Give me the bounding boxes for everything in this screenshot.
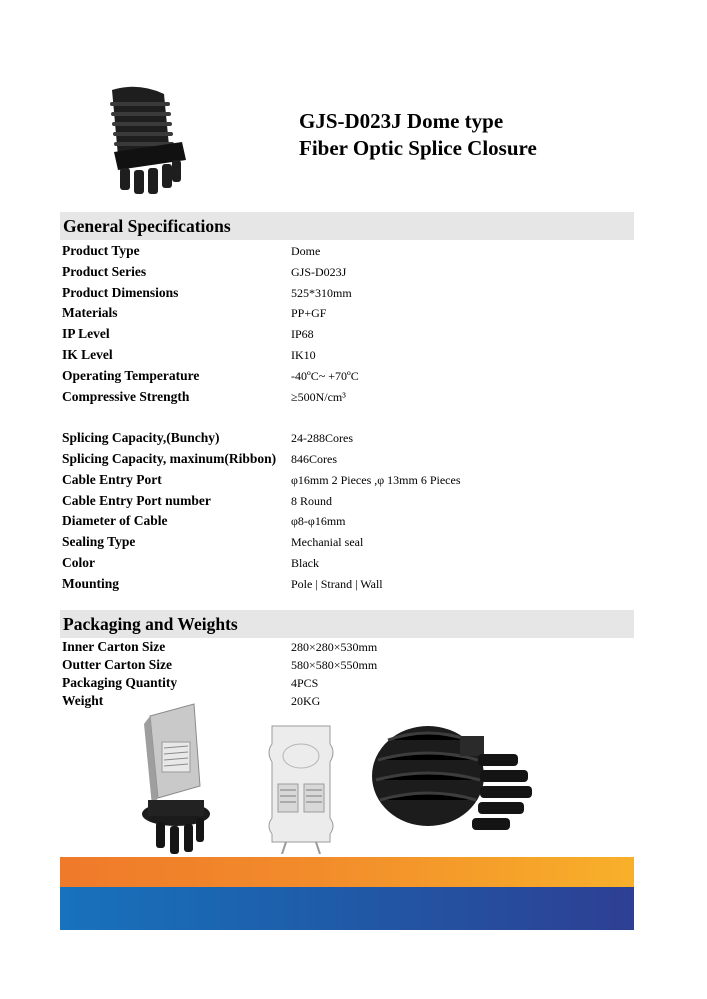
packaging-label: Outter Carton Size: [62, 657, 172, 672]
spec-label: Mounting: [62, 576, 120, 591]
packaging-value: 580×580×550mm: [291, 658, 378, 672]
spec-label: Sealing Type: [62, 534, 136, 549]
general-specs-heading: General Specifications: [60, 212, 634, 240]
footer-band-orange: [60, 857, 634, 887]
spec-value: 525*310mm: [291, 286, 352, 300]
spec-value: φ8-φ16mm: [291, 514, 346, 528]
spec-value: φ16mm 2 Pieces ,φ 13mm 6 Pieces: [291, 473, 461, 487]
spec-row: [62, 553, 634, 573]
spec-label: Product Type: [62, 243, 140, 258]
spec-label: IP Level: [62, 326, 110, 341]
spec-value: IP68: [291, 327, 314, 341]
spec-label: Cable Entry Port: [62, 472, 162, 487]
packaging-row: [62, 656, 634, 674]
spec-label: Color: [62, 555, 95, 570]
footer-band-blue: [60, 887, 634, 930]
title-line-2: Fiber Optic Splice Closure: [299, 136, 537, 160]
packaging-value: 4PCS: [291, 676, 319, 690]
product-image-closure-side: [368, 720, 540, 838]
spec-row: [62, 470, 634, 490]
spec-label: Operating Temperature: [62, 368, 200, 383]
spec-value: IK10: [291, 348, 316, 362]
spec-row: [62, 574, 634, 594]
spec-row: [62, 283, 634, 303]
product-image-splice-tray: [264, 722, 338, 854]
spec-label: IK Level: [62, 347, 113, 362]
spec-row: [62, 532, 634, 552]
spec-row: [62, 511, 634, 531]
spec-row: [62, 428, 634, 448]
spec-row: [62, 366, 634, 386]
spec-row: [62, 491, 634, 511]
title-line-1: GJS-D023J Dome type: [299, 109, 504, 133]
spec-value: 24-288Cores: [291, 431, 353, 445]
spec-label: Splicing Capacity,(Bunchy): [62, 430, 220, 445]
spec-value: Mechanial seal: [291, 535, 364, 549]
spec-label: Materials: [62, 305, 118, 320]
spec-row: [62, 262, 634, 282]
spec-label: Compressive Strength: [62, 389, 190, 404]
spec-value: Black: [291, 556, 319, 570]
spec-row: [62, 345, 634, 365]
spec-row: [62, 241, 634, 261]
packaging-row: [62, 674, 634, 692]
spec-value: 846Cores: [291, 452, 337, 466]
product-image-closure: [98, 86, 190, 204]
packaging-value: 280×280×530mm: [291, 640, 378, 654]
spec-row: [62, 387, 634, 407]
spec-label: Product Series: [62, 264, 147, 279]
packaging-label: Packaging Quantity: [62, 675, 178, 690]
document-title: [299, 108, 537, 162]
spec-value: 8 Round: [291, 494, 333, 508]
spec-value: GJS-D023J: [291, 265, 347, 279]
spec-value: ≥500N/cm³: [291, 390, 346, 404]
packaging-label: Inner Carton Size: [62, 639, 166, 654]
spec-row: [62, 449, 634, 469]
spec-label: Splicing Capacity, maxinum(Ribbon): [62, 451, 277, 466]
packaging-value: 20KG: [291, 694, 321, 708]
packaging-row: [62, 638, 634, 656]
spec-value: Pole | Strand | Wall: [291, 577, 383, 591]
spec-label: Product Dimensions: [62, 285, 179, 300]
spec-value: PP+GF: [291, 306, 327, 320]
spec-label: Cable Entry Port number: [62, 493, 211, 508]
spec-label: Diameter of Cable: [62, 513, 168, 528]
packaging-heading: Packaging and Weights: [60, 610, 634, 638]
spec-value: -40ºC~ +70ºC: [291, 369, 359, 383]
product-image-open-tray: [136, 702, 218, 858]
packaging-label: Weight: [62, 693, 104, 708]
spec-row: [62, 324, 634, 344]
spec-row: [62, 303, 634, 323]
spec-value: Dome: [291, 244, 321, 258]
